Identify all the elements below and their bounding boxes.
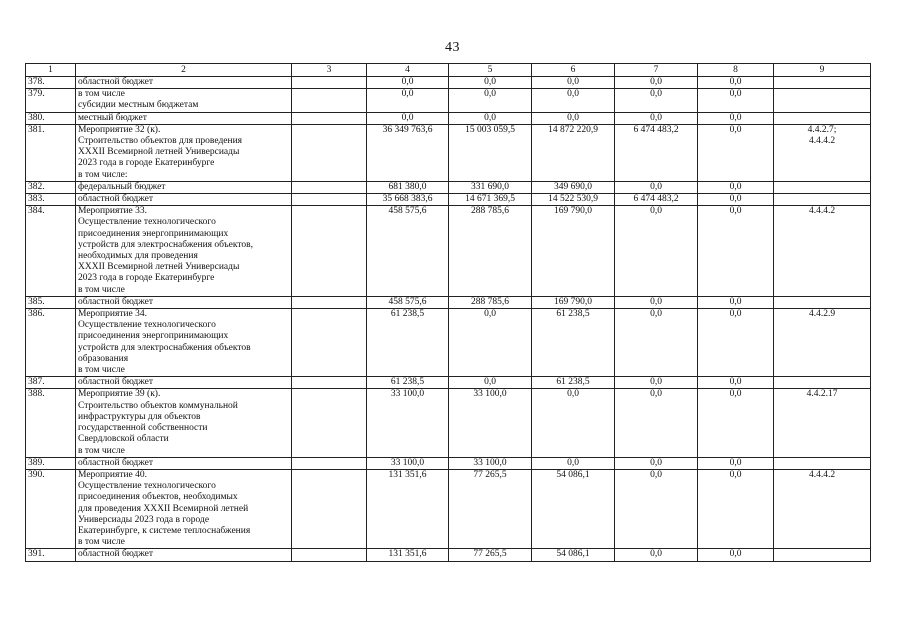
cell-col3 — [292, 296, 367, 308]
table-row — [26, 112, 871, 124]
cell-col4: 0,0 — [367, 89, 449, 112]
cell-target-code: 4.4.2.7; 4.4.4.2 — [774, 124, 871, 181]
cell-col6: 0,0 — [532, 89, 615, 112]
cell-col4: 0,0 — [367, 112, 449, 124]
cell-col3 — [292, 112, 367, 124]
cell-target-code — [774, 549, 871, 561]
row-name: областной бюджет — [76, 549, 292, 561]
cell-col6: 0,0 — [532, 389, 615, 457]
cell-col4: 61 238,5 — [367, 309, 449, 377]
table-row — [26, 377, 871, 389]
column-header: 6 — [532, 64, 615, 77]
row-number: 381. — [26, 124, 76, 181]
cell-col6: 0,0 — [532, 457, 615, 469]
cell-target-code — [774, 377, 871, 389]
cell-col8: 0,0 — [698, 377, 774, 389]
row-number: 388. — [26, 389, 76, 457]
cell-col4: 36 349 763,6 — [367, 124, 449, 181]
cell-col3 — [292, 181, 367, 193]
column-header: 3 — [292, 64, 367, 77]
cell-col6: 61 238,5 — [532, 377, 615, 389]
table-row — [26, 89, 871, 112]
cell-target-code — [774, 77, 871, 89]
cell-col8: 0,0 — [698, 457, 774, 469]
table-row — [26, 181, 871, 193]
cell-col5: 33 100,0 — [449, 457, 532, 469]
row-number: 387. — [26, 377, 76, 389]
column-header: 7 — [615, 64, 698, 77]
cell-col3 — [292, 377, 367, 389]
cell-col7: 6 474 483,2 — [615, 124, 698, 181]
cell-col4: 458 575,6 — [367, 296, 449, 308]
row-name: областной бюджет — [76, 77, 292, 89]
table-body — [26, 77, 871, 562]
cell-col6: 14 522 530,9 — [532, 194, 615, 206]
cell-col5: 0,0 — [449, 377, 532, 389]
row-name: Мероприятие 40. Осуществление технологического присоединения объектов, необходимых для проведения XXXII Всемирной летней Универсиады 2023 года в городе Екатеринбурге, к системе теплоснабжения в том числе — [76, 469, 292, 548]
cell-col5: 14 671 369,5 — [449, 194, 532, 206]
cell-col3 — [292, 206, 367, 297]
cell-col5: 15 003 059,5 — [449, 124, 532, 181]
row-name: Мероприятие 34. Осуществление технологического присоединения энергопринимающих устройств для электроснабжения объектов образования в том числе — [76, 309, 292, 377]
column-header: 5 — [449, 64, 532, 77]
table-row — [26, 389, 871, 457]
cell-col8: 0,0 — [698, 469, 774, 548]
cell-col7: 0,0 — [615, 457, 698, 469]
cell-col3 — [292, 194, 367, 206]
row-name: Мероприятие 39 (к). Строительство объектов коммунальной инфраструктуры для объектов государственной собственности Свердловской области в том числе — [76, 389, 292, 457]
cell-col3 — [292, 549, 367, 561]
row-number: 390. — [26, 469, 76, 548]
cell-col7: 0,0 — [615, 181, 698, 193]
table-row — [26, 77, 871, 89]
row-number: 386. — [26, 309, 76, 377]
row-name: Мероприятие 33. Осуществление технологического присоединения энергопринимающих устройств для электроснабжения объектов, необходимых для проведения XXXII Всемирной летней Универсиады 2023 года в городе Екатеринбурге в том числе — [76, 206, 292, 297]
cell-col6: 61 238,5 — [532, 309, 615, 377]
column-header: 9 — [774, 64, 871, 77]
cell-col4: 33 100,0 — [367, 457, 449, 469]
cell-col8: 0,0 — [698, 549, 774, 561]
cell-col8: 0,0 — [698, 77, 774, 89]
row-name: Мероприятие 32 (к). Строительство объектов для проведения XXXII Всемирной летней Универсиады 2023 года в городе Екатеринбурге в том числе: — [76, 124, 292, 181]
cell-col7: 0,0 — [615, 206, 698, 297]
cell-col8: 0,0 — [698, 206, 774, 297]
row-name: областной бюджет — [76, 194, 292, 206]
cell-col4: 131 351,6 — [367, 549, 449, 561]
cell-col3 — [292, 309, 367, 377]
cell-col6: 169 790,0 — [532, 206, 615, 297]
cell-target-code — [774, 181, 871, 193]
table-row — [26, 549, 871, 561]
page-number: 43 — [445, 40, 460, 55]
cell-target-code: 4.4.4.2 — [774, 206, 871, 297]
cell-target-code: 4.4.2.9 — [774, 309, 871, 377]
cell-col5: 288 785,6 — [449, 206, 532, 297]
row-name: областной бюджет — [76, 377, 292, 389]
row-name: федеральный бюджет — [76, 181, 292, 193]
cell-col8: 0,0 — [698, 89, 774, 112]
cell-col3 — [292, 77, 367, 89]
row-number: 379. — [26, 89, 76, 112]
cell-col5: 0,0 — [449, 89, 532, 112]
cell-col7: 0,0 — [615, 296, 698, 308]
budget-table — [25, 63, 871, 562]
table-row — [26, 206, 871, 297]
cell-col6: 14 872 220,9 — [532, 124, 615, 181]
cell-col7: 0,0 — [615, 112, 698, 124]
cell-target-code — [774, 296, 871, 308]
cell-col6: 54 086,1 — [532, 549, 615, 561]
cell-target-code: 4.4.4.2 — [774, 469, 871, 548]
cell-col4: 33 100,0 — [367, 389, 449, 457]
cell-col6: 0,0 — [532, 112, 615, 124]
cell-col6: 0,0 — [532, 77, 615, 89]
table-row — [26, 124, 871, 181]
row-number: 391. — [26, 549, 76, 561]
cell-col7: 0,0 — [615, 77, 698, 89]
row-number: 378. — [26, 77, 76, 89]
cell-col7: 0,0 — [615, 389, 698, 457]
cell-col3 — [292, 457, 367, 469]
cell-col7: 0,0 — [615, 89, 698, 112]
cell-col6: 349 690,0 — [532, 181, 615, 193]
cell-col5: 77 265,5 — [449, 469, 532, 548]
cell-col8: 0,0 — [698, 194, 774, 206]
cell-target-code: 4.4.2.17 — [774, 389, 871, 457]
cell-col8: 0,0 — [698, 112, 774, 124]
table-row — [26, 457, 871, 469]
cell-col4: 458 575,6 — [367, 206, 449, 297]
table-row — [26, 309, 871, 377]
cell-target-code — [774, 89, 871, 112]
column-header: 1 — [26, 64, 76, 77]
row-number: 382. — [26, 181, 76, 193]
cell-col5: 0,0 — [449, 77, 532, 89]
row-number: 384. — [26, 206, 76, 297]
header-row — [26, 64, 871, 77]
cell-col7: 0,0 — [615, 469, 698, 548]
row-name: областной бюджет — [76, 296, 292, 308]
cell-col5: 0,0 — [449, 112, 532, 124]
cell-col4: 681 380,0 — [367, 181, 449, 193]
cell-col3 — [292, 124, 367, 181]
cell-col3 — [292, 469, 367, 548]
column-header: 8 — [698, 64, 774, 77]
table-row — [26, 469, 871, 548]
cell-col5: 288 785,6 — [449, 296, 532, 308]
cell-col7: 0,0 — [615, 377, 698, 389]
column-header: 2 — [76, 64, 292, 77]
row-name: в том числе субсидии местным бюджетам — [76, 89, 292, 112]
cell-col8: 0,0 — [698, 296, 774, 308]
cell-col5: 33 100,0 — [449, 389, 532, 457]
cell-col4: 131 351,6 — [367, 469, 449, 548]
row-number: 380. — [26, 112, 76, 124]
row-name: местный бюджет — [76, 112, 292, 124]
row-number: 383. — [26, 194, 76, 206]
cell-col8: 0,0 — [698, 124, 774, 181]
cell-col8: 0,0 — [698, 309, 774, 377]
cell-col3 — [292, 389, 367, 457]
cell-col7: 0,0 — [615, 309, 698, 377]
cell-col4: 0,0 — [367, 77, 449, 89]
cell-col6: 169 790,0 — [532, 296, 615, 308]
column-header: 4 — [367, 64, 449, 77]
row-name: областной бюджет — [76, 457, 292, 469]
cell-col3 — [292, 89, 367, 112]
cell-col7: 6 474 483,2 — [615, 194, 698, 206]
row-number: 385. — [26, 296, 76, 308]
cell-target-code — [774, 112, 871, 124]
cell-col4: 35 668 383,6 — [367, 194, 449, 206]
cell-col5: 331 690,0 — [449, 181, 532, 193]
cell-col8: 0,0 — [698, 181, 774, 193]
cell-col7: 0,0 — [615, 549, 698, 561]
table-row — [26, 194, 871, 206]
cell-col6: 54 086,1 — [532, 469, 615, 548]
cell-target-code — [774, 194, 871, 206]
cell-col4: 61 238,5 — [367, 377, 449, 389]
table-row — [26, 296, 871, 308]
cell-target-code — [774, 457, 871, 469]
cell-col5: 77 265,5 — [449, 549, 532, 561]
row-number: 389. — [26, 457, 76, 469]
cell-col8: 0,0 — [698, 389, 774, 457]
cell-col5: 0,0 — [449, 309, 532, 377]
